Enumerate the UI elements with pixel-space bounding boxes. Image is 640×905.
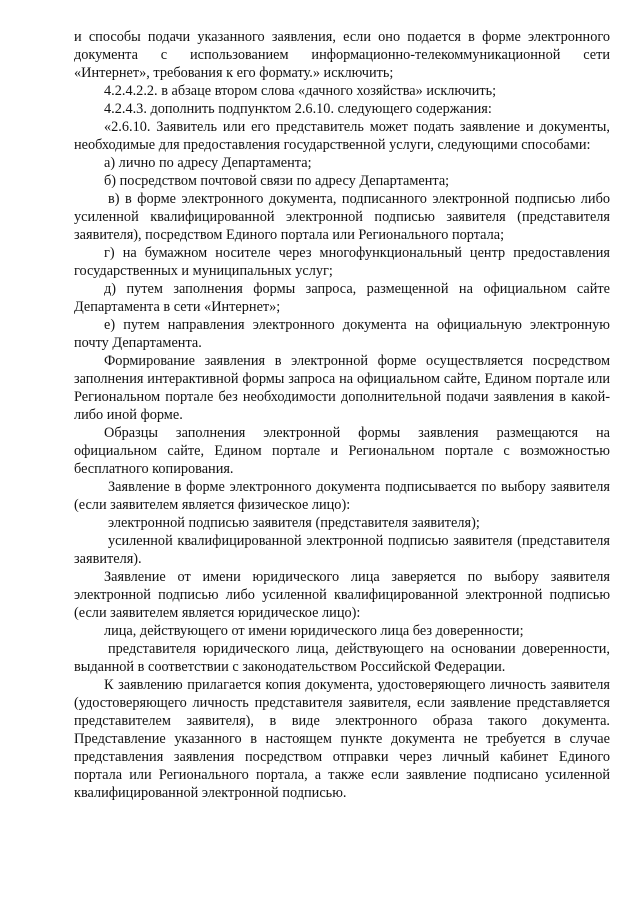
paragraph-3: 4.2.4.3. дополнить подпунктом 2.6.10. следующего содержания: [104, 101, 492, 117]
list-item-v: в) в форме электронного документа, подписанного электронной подписью либо усиленной квалифицированной электронной подписью заявителя (представителя заявителя), посредством Единого портала или Регионального портала; [74, 191, 610, 243]
list-item-d: д) путем заполнения формы запроса, размещенной на официальном сайте Департамента в сети «Интернет»; [74, 281, 610, 315]
list-item-e: е) путем направления электронного документа на официальную электронную почту Департамента. [74, 317, 610, 351]
paragraph-electronic-form: Формирование заявления в электронной форме осуществляется посредством заполнения интерактивной формы запроса на официальном сайте, Едином портале или Региональном портале без необходимости дополнительной подачи заявления в какой-либо иной форме. [74, 353, 610, 423]
signature-option-qualified: усиленной квалифицированной электронной подписью заявителя (представителя заявителя). [74, 533, 610, 567]
signature-option-proxy: представителя юридического лица, действующего на основании доверенности, выданной в соответствии с законодательством Российской Федерации. [74, 641, 610, 675]
signature-option-no-proxy: лица, действующего от имени юридического лица без доверенности; [104, 623, 524, 639]
paragraph-signature-legal: Заявление от имени юридического лица заверяется по выбору заявителя электронной подписью либо усиленной квалифицированной электронной подписью (если заявителем является юридическое лицо): [74, 569, 610, 621]
paragraph-1: и способы подачи указанного заявления, если оно подается в форме электронного документа с использованием информационно-телекоммуникационной сети «Интернет», требования к его формату.» исключить; [74, 29, 610, 81]
signature-option-simple: электронной подписью заявителя (представителя заявителя); [108, 515, 480, 531]
list-item-g: г) на бумажном носителе через многофункциональный центр предоставления государственных и муниципальных услуг; [74, 245, 610, 279]
list-item-b: б) посредством почтовой связи по адресу Департамента; [104, 173, 450, 189]
list-item-a: а) лично по адресу Департамента; [104, 155, 312, 171]
paragraph-4: «2.6.10. Заявитель или его представитель может подать заявление и документы, необходимые для предоставления государственной услуги, следующими способами: [74, 119, 610, 153]
paragraph-2: 4.2.4.2.2. в абзаце втором слова «дачного хозяйства» исключить; [104, 83, 497, 99]
paragraph-signature-individual: Заявление в форме электронного документа подписывается по выбору заявителя (если заявителем является физическое лицо): [74, 479, 610, 513]
paragraph-samples: Образцы заполнения электронной формы заявления размещаются на официальном сайте, Едином портале и Региональном портале с возможностью бесплатного копирования. [74, 425, 610, 477]
paragraph-attachment: К заявлению прилагается копия документа, удостоверяющего личность заявителя (удостоверяющего личность представителя заявителя, если заявление представляется представителем заявителя), в виде электронного образа такого документа. Представление указанного в настоящем пункте документа не требуется в случае представления заявления посредством отправки через личный кабинет Единого портала или Регионального портала, а также если заявление подписано усиленной квалифицированной электронной подписью. [74, 677, 610, 801]
